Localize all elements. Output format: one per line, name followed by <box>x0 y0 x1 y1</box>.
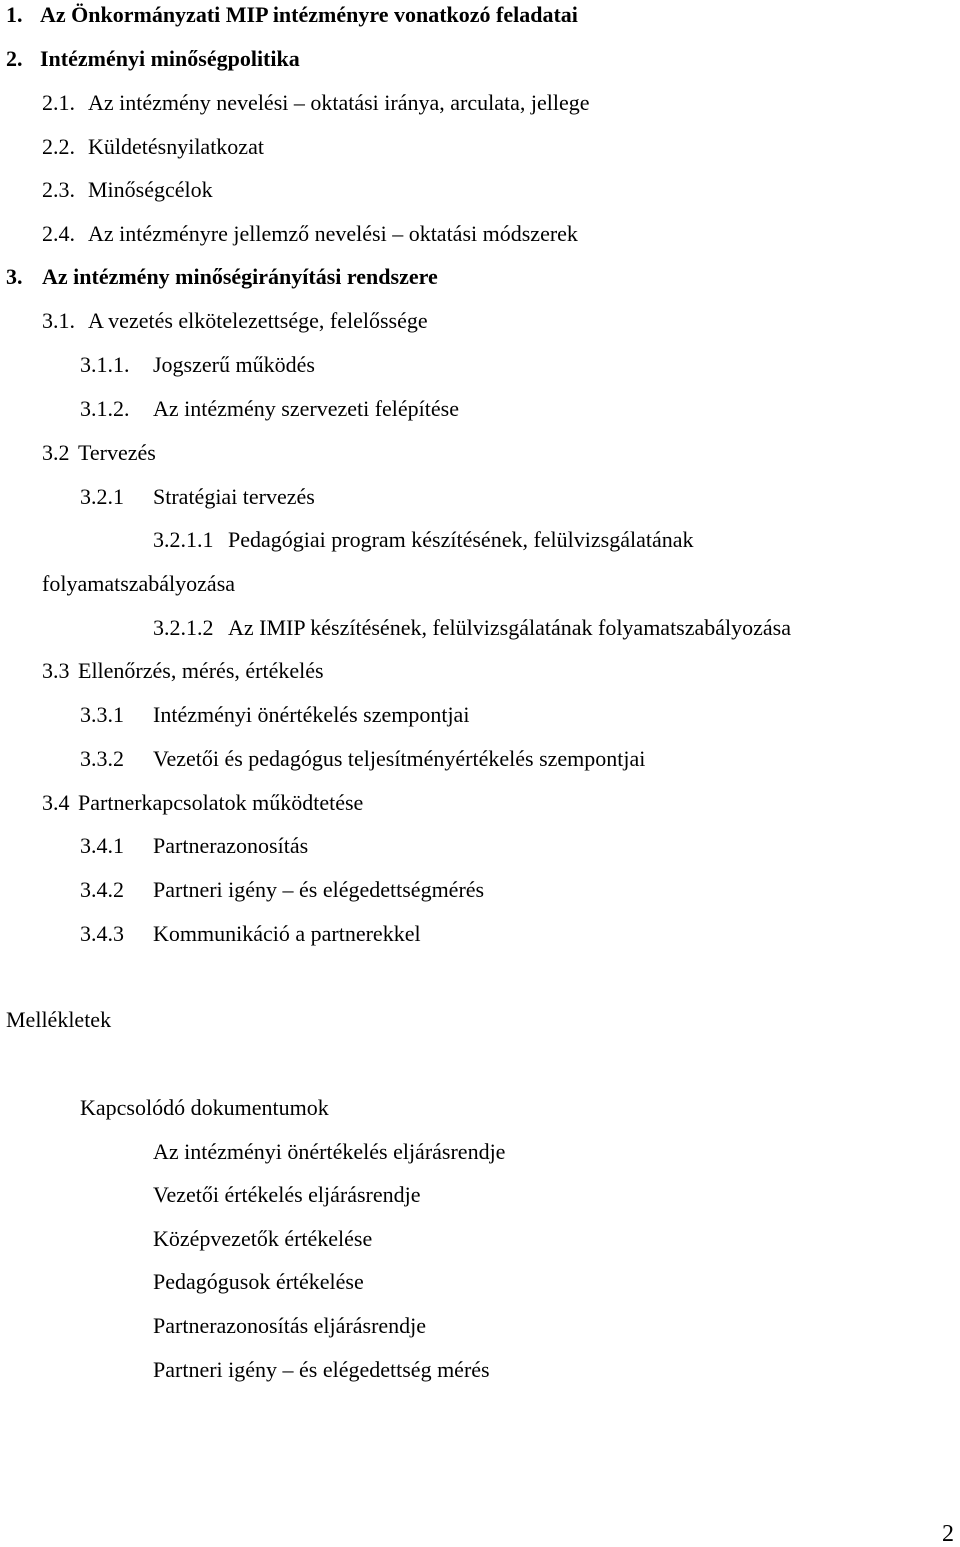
toc-item-3-2-1-2 <box>153 615 791 641</box>
toc-text: Kommunikáció a partnerekkel <box>153 921 421 946</box>
toc-number: 2.1. <box>42 90 75 115</box>
toc-number: 3.4.1 <box>80 833 124 858</box>
toc-text: Partnerkapcsolatok működtetése <box>78 790 364 815</box>
toc-text: Az intézmény szervezeti felépítése <box>153 396 460 421</box>
toc-number: 2.3. <box>42 177 75 202</box>
appendix-document: Partneri igény – és elégedettség mérés <box>153 1357 490 1382</box>
toc-text: Partneri igény – és elégedettségmérés <box>153 877 485 902</box>
appendix-document: Középvezetők értékelése <box>153 1226 373 1251</box>
toc-number: 3.1.2. <box>80 396 130 421</box>
toc-item-3-1-2 <box>80 396 459 422</box>
appendix-subtitle: Kapcsolódó dokumentumok <box>80 1095 329 1120</box>
appendix-document: Az intézményi önértékelés eljárásrendje <box>153 1139 506 1164</box>
toc-text: Küldetésnyilatkozat <box>88 134 264 159</box>
toc-number: 2. <box>6 46 23 71</box>
appendix-document: Pedagógusok értékelése <box>153 1269 364 1294</box>
toc-text: Minőségcélok <box>88 177 213 202</box>
toc-number: 1. <box>6 2 23 27</box>
toc-item-3-4-3 <box>80 921 421 947</box>
page-number: 2 <box>942 1521 954 1547</box>
toc-number: 2.4. <box>42 221 75 246</box>
toc-number: 3.3.1 <box>80 702 124 727</box>
appendix-title: Mellékletek <box>6 1007 112 1032</box>
toc-item-1 <box>6 2 578 28</box>
toc-number: 3.1. <box>42 308 75 333</box>
appendix-document: Partnerazonosítás eljárásrendje <box>153 1313 427 1338</box>
toc-text: Jogszerű működés <box>153 352 315 377</box>
toc-item-3-2-1 <box>80 484 315 510</box>
toc-text: A vezetés elkötelezettsége, felelőssége <box>88 308 428 333</box>
toc-text: Tervezés <box>78 440 156 465</box>
toc-text: Az intézményre jellemző nevelési – oktatási módszerek <box>88 221 578 246</box>
toc-item-3-4 <box>42 790 363 816</box>
toc-number: 3.2.1.1 <box>153 527 214 552</box>
toc-text: Intézményi minőségpolitika <box>40 46 300 71</box>
toc-text: Az IMIP készítésének, felülvizsgálatának folyamatszabályozása <box>228 615 792 640</box>
toc-text: Az intézmény nevelési – oktatási iránya, arculata, jellege <box>88 90 590 115</box>
toc-number: 3.2 <box>42 440 70 465</box>
toc-text: Pedagógiai program készítésének, felülvizsgálatának <box>228 527 694 552</box>
toc-number: 3. <box>6 264 23 289</box>
toc-text: Az Önkormányzati MIP intézményre vonatkozó feladatai <box>40 2 578 27</box>
toc-item-3-3-2 <box>80 746 645 772</box>
toc-text: Intézményi önértékelés szempontjai <box>153 702 470 727</box>
toc-number: 3.4.3 <box>80 921 124 946</box>
toc-number: 3.2.1.2 <box>153 615 214 640</box>
toc-number: 3.3.2 <box>80 746 124 771</box>
toc-text: folyamatszabályozása <box>42 571 236 596</box>
toc-text: Stratégiai tervezés <box>153 484 315 509</box>
toc-text: Vezetői és pedagógus teljesítményértékelés szempontjai <box>153 746 646 771</box>
toc-number: 2.2. <box>42 134 75 159</box>
toc-item-2 <box>6 46 300 72</box>
toc-number: 3.2.1 <box>80 484 124 509</box>
toc-number: 3.4 <box>42 790 70 815</box>
toc-item-3-1 <box>42 308 428 334</box>
toc-item-3-2 <box>42 440 156 466</box>
toc-item-3-1-1 <box>80 352 315 378</box>
toc-item-3 <box>6 264 438 290</box>
toc-number: 3.4.2 <box>80 877 124 902</box>
toc-item-2-3 <box>42 177 213 203</box>
toc-text: Partnerazonosítás <box>153 833 309 858</box>
toc-item-3-3-1 <box>80 702 469 728</box>
toc-item-2-2 <box>42 134 264 160</box>
toc-number: 3.3 <box>42 658 70 683</box>
toc-item-2-1 <box>42 90 590 116</box>
toc-item-3-4-1 <box>80 833 308 859</box>
toc-item-3-3 <box>42 658 324 684</box>
toc-item-3-2-1-1 <box>153 527 694 553</box>
toc-item-3-2-1-1-continuation <box>42 571 235 597</box>
toc-item-3-4-2 <box>80 877 484 903</box>
toc-text: Ellenőrzés, mérés, értékelés <box>78 658 324 683</box>
appendix-document: Vezetői értékelés eljárásrendje <box>153 1182 421 1207</box>
toc-item-2-4 <box>42 221 578 247</box>
toc-number: 3.1.1. <box>80 352 130 377</box>
toc-text: Az intézmény minőségirányítási rendszere <box>42 264 438 289</box>
